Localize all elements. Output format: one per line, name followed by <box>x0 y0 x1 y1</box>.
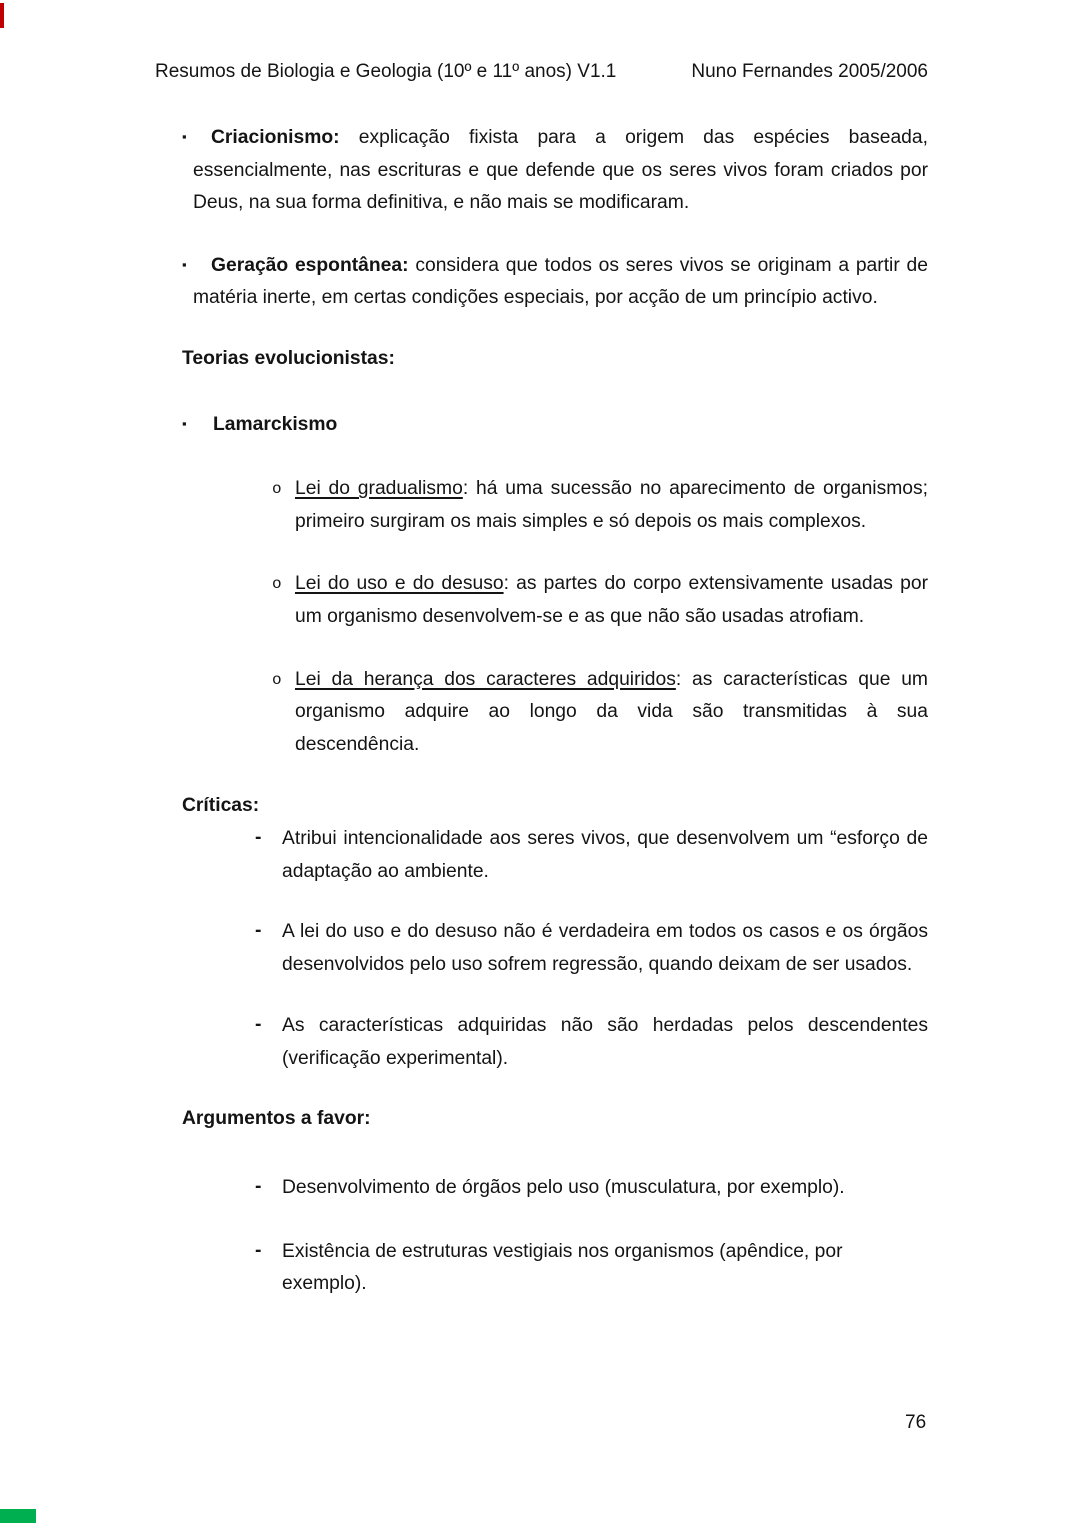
page-content <box>155 122 928 1301</box>
law-text-uso-desuso: : as partes do corpo extensivamente usadas por um organismo desenvolvem-se e as que não são usadas atrofiam. <box>295 573 928 627</box>
law-heranca-caracteres <box>155 664 928 762</box>
law-title-uso-desuso: Lei do uso e do desuso <box>295 573 504 595</box>
dash-bullet-icon: - <box>255 1239 262 1261</box>
argumento-text-1: Desenvolvimento de órgãos pelo uso (musculatura, por exemplo). <box>282 1177 845 1199</box>
header-title: Resumos de Biologia e Geologia (10º e 11º anos) V1.1 <box>155 61 617 82</box>
term-criacionismo: Criacionismo: <box>211 127 340 148</box>
law-gradualismo <box>155 473 928 538</box>
heading-teorias-evolucionistas: Teorias evolucionistas: <box>182 347 395 369</box>
heading-argumentos-a-favor: Argumentos a favor: <box>182 1108 371 1130</box>
page-edge-artifact-red <box>0 3 4 28</box>
dash-bullet-icon: - <box>255 920 262 942</box>
bullet-criacionismo <box>155 122 928 220</box>
square-bullet-icon: ▪ <box>182 256 187 272</box>
law-uso-desuso <box>155 568 928 633</box>
circle-bullet-icon: o <box>272 480 282 499</box>
dash-bullet-icon: - <box>255 1014 262 1036</box>
critica-text-3: As características adquiridas não são herdadas pelos descendentes (verificação experimental). <box>282 1015 928 1069</box>
page-edge-artifact-green <box>0 1509 36 1523</box>
square-bullet-icon: ▪ <box>182 129 187 144</box>
page-header <box>155 60 928 84</box>
text-criacionismo: explicação fixista para a origem das espécies baseada, essencialmente, nas escrituras e que defende que os seres vivos foram criados por Deus, na sua forma definitiva, e não mais se modificaram. <box>193 127 928 214</box>
argumento-item-2 <box>155 1236 928 1301</box>
text-geracao-espontanea: considera que todos os seres vivos se originam a partir de matéria inerte, em certas condições especiais, por acção de um princípio activo. <box>193 254 928 309</box>
circle-bullet-icon: o <box>272 670 282 689</box>
critica-item-3 <box>155 1010 928 1075</box>
bullet-lamarckismo <box>155 409 928 442</box>
law-title-heranca-caracteres: Lei da herança dos caracteres adquiridos <box>295 668 676 690</box>
label-lamarckismo: Lamarckismo <box>213 413 338 435</box>
critica-text-2: A lei do uso e do desuso não é verdadeira em todos os casos e os órgãos desenvolvidos pelo uso sofrem regressão, quando deixam de ser usados. <box>282 921 928 975</box>
law-title-gradualismo: Lei do gradualismo <box>295 478 463 500</box>
page-number: 76 <box>905 1412 927 1433</box>
critica-item-1 <box>155 823 928 888</box>
header-author: Nuno Fernandes 2005/2006 <box>691 61 928 82</box>
argumento-text-2: Existência de estruturas vestigiais nos organismos (apêndice, por exemplo). <box>282 1240 843 1295</box>
dash-bullet-icon: - <box>255 826 262 848</box>
term-geracao-espontanea: Geração espontânea: <box>211 254 409 276</box>
critica-item-2 <box>155 916 928 981</box>
bullet-geracao-espontanea <box>155 250 928 315</box>
argumento-item-1 <box>155 1172 928 1205</box>
square-bullet-icon: ▪ <box>182 415 187 431</box>
dash-bullet-icon: - <box>255 1176 262 1198</box>
circle-bullet-icon: o <box>272 575 282 594</box>
critica-text-1: Atribui intencionalidade aos seres vivos, que desenvolvem um “esforço de adaptação ao ambiente. <box>282 827 928 882</box>
heading-criticas: Críticas: <box>182 795 260 817</box>
law-text-gradualismo: : há uma sucessão no aparecimento de organismos; primeiro surgiram os mais simples e só depois os mais complexos. <box>295 478 928 532</box>
law-text-heranca-caracteres: : as características que um organismo adquire ao longo da vida são transmitidas à sua descendência. <box>295 668 928 755</box>
